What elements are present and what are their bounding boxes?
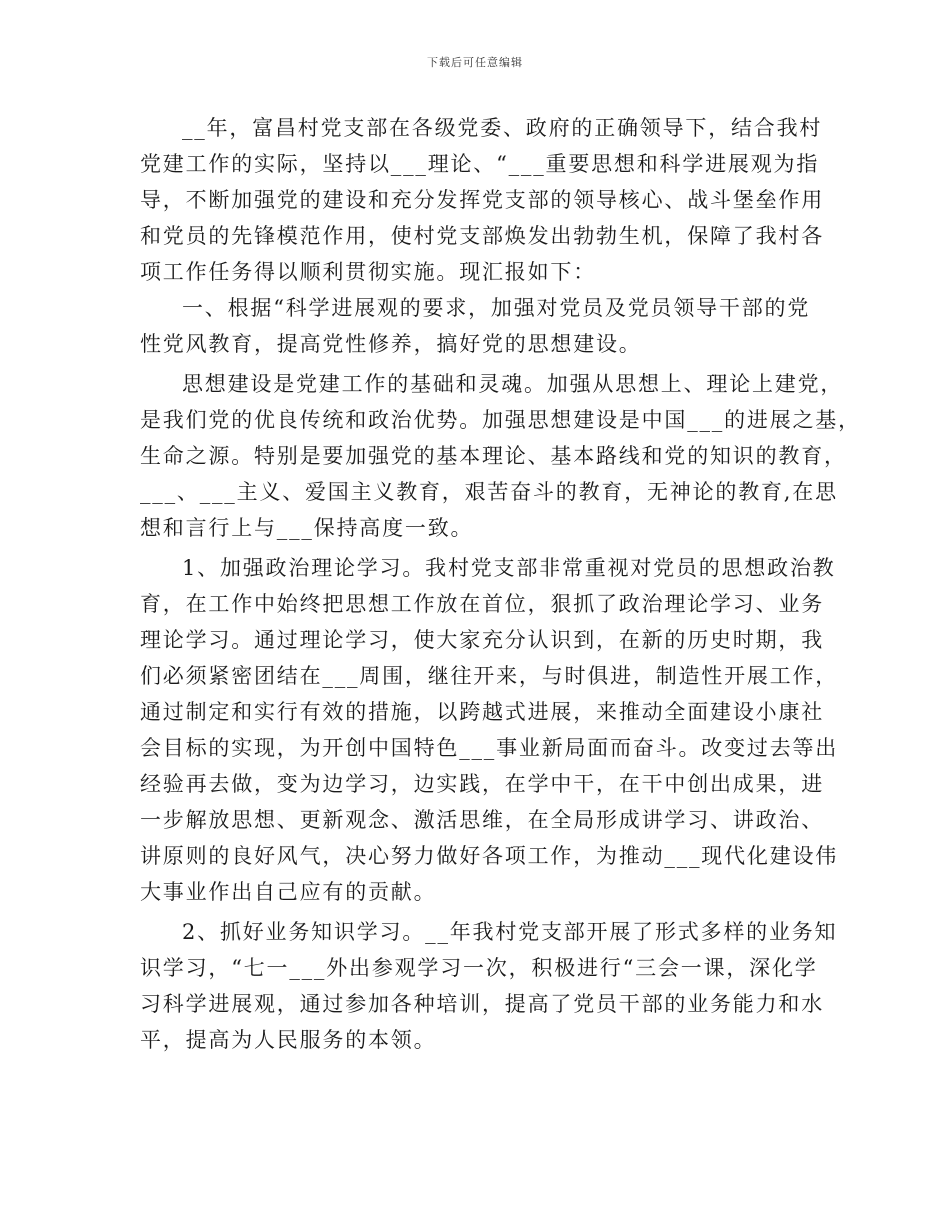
text-line: 生命之源。特别是要加强党的基本理论、基本路线和党的知识的教育，	[140, 444, 847, 468]
header-note: 下载后可任意编辑	[427, 56, 523, 69]
text-line: 2、抓好业务知识学习。__年我村党支部开展了形式多样的业务知	[182, 920, 838, 944]
text-line: 是我们党的优良传统和政治优势。加强思想建设是中国___的进展之基，	[140, 408, 861, 432]
text-line: 大事业作出自己应有的贡献。	[140, 880, 437, 904]
text-line: 们必须紧密团结在___周围，继往开来，与时俱进，制造性开展工作，	[140, 664, 839, 688]
text-line: 一、根据“科学进展观的要求，加强对党员及党员领导干部的党	[182, 296, 811, 320]
text-line: 通过制定和实行有效的措施，以跨越式进展，来推动全面建设小康社	[140, 700, 824, 724]
text-line: 一步解放思想、更新观念、激活思维，在全局形成讲学习、讲政治、	[140, 808, 824, 832]
text-line: 思想建设是党建工作的基础和灵魂。加强从思想上、理论上建党，	[182, 372, 844, 396]
text-line: 习科学进展观，通过参加各种培训，提高了党员干部的业务能力和水	[140, 992, 824, 1016]
text-line: 项工作任务得以顺利贯彻实施。现汇报如下：	[140, 260, 596, 284]
text-line: 讲原则的良好风气，决心努力做好各项工作，为推动___现代化建设伟	[140, 844, 839, 868]
text-line: 经验再去做，变为边学习，边实践，在学中干，在干中创出成果，进	[140, 772, 824, 796]
text-line: 识学习，“七一___外出参观学习一次，积极进行“三会一课，深化学	[140, 956, 818, 980]
text-line: 平，提高为人民服务的本领。	[140, 1028, 437, 1052]
text-line: 性党风教育，提高党性修养，搞好党的思想建设。	[140, 332, 642, 356]
text-line: 和党员的先锋模范作用，使村党支部焕发出勃勃生机，保障了我村各	[140, 224, 824, 248]
document-body	[140, 110, 861, 1058]
text-line: 党建工作的实际，坚持以___理论、“___重要思想和科学进展观为指	[140, 152, 820, 176]
text-line: 育，在工作中始终把思想工作放在首位，狠抓了政治理论学习、业务	[140, 592, 824, 616]
text-line: 1、加强政治理论学习。我村党支部非常重视对党员的思想政治教	[182, 556, 836, 580]
text-line: 导，不断加强党的建设和充分发挥党支部的领导核心、战斗堡垒作用	[140, 188, 824, 212]
text-line: __年，富昌村党支部在各级党委、政府的正确领导下，结合我村	[182, 116, 823, 140]
text-line: 理论学习。通过理论学习，使大家充分认识到，在新的历史时期，我	[140, 628, 824, 652]
text-line: 想和言行上与___保持高度一致。	[140, 516, 474, 540]
text-line: 会目标的实现，为开创中国特色___事业新局面而奋斗。改变过去等出	[140, 736, 839, 760]
text-line: ___、___主义、爱国主义教育，艰苦奋斗的教育，无神论的教育,在思	[140, 480, 838, 504]
